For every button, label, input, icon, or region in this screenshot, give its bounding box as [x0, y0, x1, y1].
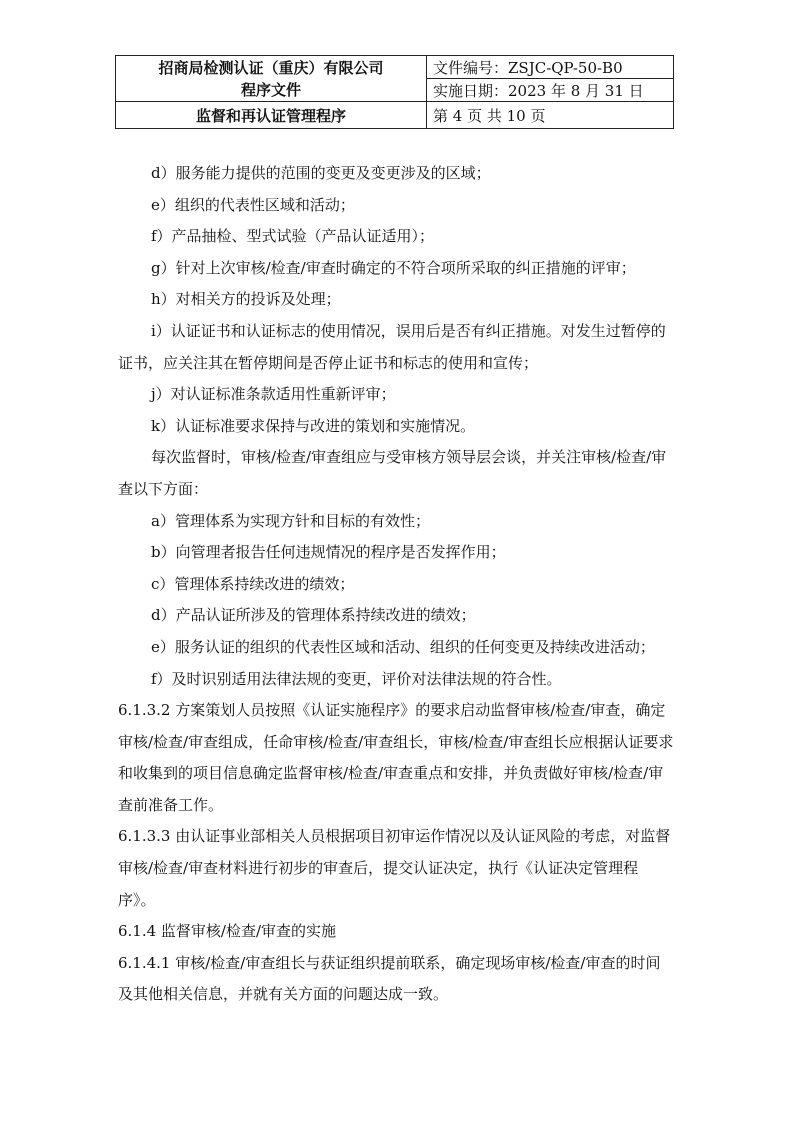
document-header: [115, 55, 674, 129]
section-heading: 6.1.4 监督审核/检查/审查的实施: [118, 922, 337, 941]
document-body: [118, 158, 674, 1011]
list-item: c）管理体系持续改进的绩效；: [151, 574, 355, 593]
list-item: j）对认证标准条款适用性重新评审；: [151, 385, 396, 404]
effective-date: 实施日期：2023 年 8 月 31 日: [427, 79, 674, 102]
page-info: 第 4 页 共 10 页: [427, 102, 674, 129]
list-item: d）服务能力提供的范围的变更及变更涉及的区域；: [151, 164, 491, 182]
doc-title: 监督和再认证管理程序: [116, 102, 427, 129]
list-item: e）组织的代表性区域和活动；: [151, 195, 355, 214]
paragraph: 每次监督时，审核/检查/审查组应与受审核方领导层会谈，并关注审核/检查/审查以下方面：: [118, 448, 667, 498]
list-item: b）向管理者报告任何违规情况的程序是否发挥作用；: [151, 543, 506, 562]
org-name: 招商局检测认证（重庆）有限公司: [158, 58, 384, 77]
section-paragraph: 6.1.4.1 审核/检查/审查组长与获证组织提前联系，确定现场审核/检查/审查的时间及其他相关信息，并就有关方面的问题达成一致。: [118, 953, 661, 1004]
doc-type: 程序文件: [240, 80, 301, 99]
list-item: i）认证证书和认证标志的使用情况，误用后是否有纠正措施。对发生过暂停的证书，应关注其在暂停期间是否停止证书和标志的使用和宣传；: [118, 321, 666, 372]
list-item: d）产品认证所涉及的管理体系持续改进的绩效；: [151, 606, 476, 625]
list-item: h）对相关方的投诉及处理；: [151, 290, 341, 309]
list-item: g）针对上次审核/检查/审查时确定的不符合项所采取的纠正措施的评审；: [151, 258, 636, 277]
list-item: k）认证标准要求保持与改进的策划和实施情况。: [151, 416, 476, 435]
header-org-cell: [116, 56, 427, 102]
list-item: e）服务认证的组织的代表性区域和活动、组织的任何变更及持续改进活动；: [151, 637, 655, 656]
list-item: f）及时识别适用法律法规的变更，评价对法律法规的符合性。: [151, 669, 562, 688]
list-item: a）管理体系为实现方针和目标的有效性；: [151, 511, 430, 530]
list-item: f）产品抽检、型式试验（产品认证适用）；: [151, 227, 435, 246]
doc-number: 文件编号：ZSJC-QP-50-B0: [427, 56, 674, 79]
section-paragraph: 6.1.3.3 由认证事业部相关人员根据项目初审运作情况以及认证风险的考虑，对监督审核/检查/审查材料进行初步的审查后，提交认证决定，执行《认证决定管理程序》。: [118, 827, 671, 909]
section-paragraph: 6.1.3.2 方案策划人员按照《认证实施程序》的要求启动监督审核/检查/审查，确定审核/检查/审查组成，任命审核/检查/审查组长，审核/检查/审查组长应根据认证要求和收集到的项目信息确定监督审核/检查/审查重点和安排，并负责做好审核/检查/审查前准备工作。: [118, 701, 674, 814]
